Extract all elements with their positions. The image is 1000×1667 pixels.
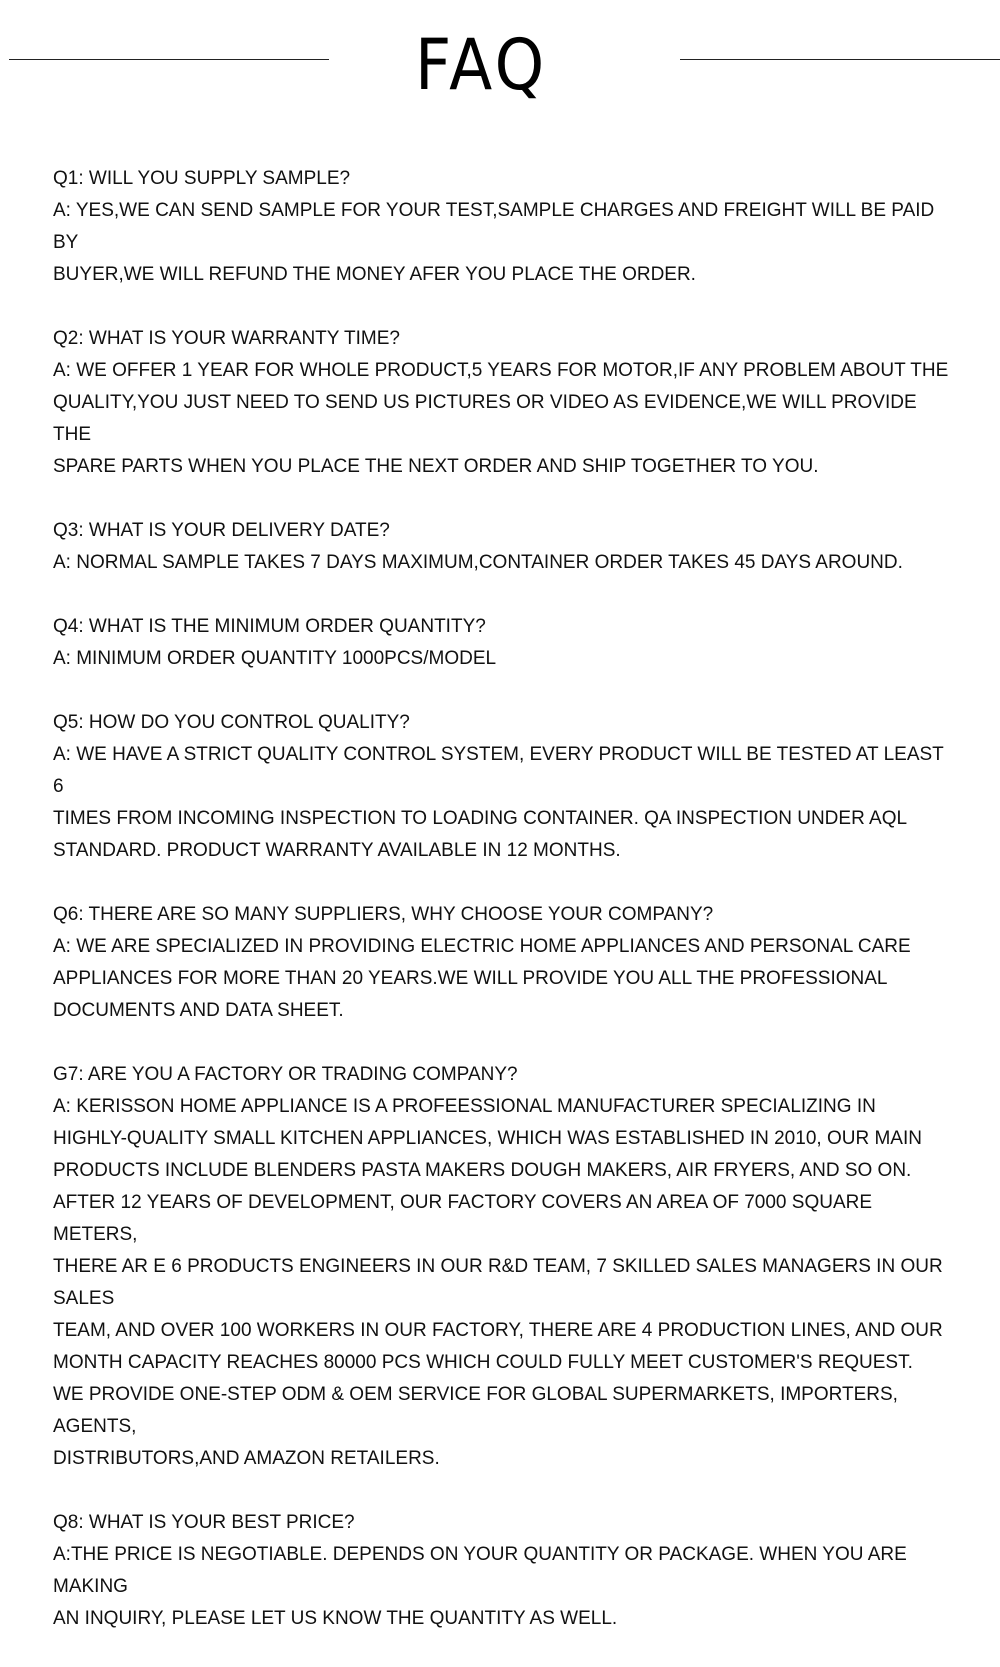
faq-answer: A: NORMAL SAMPLE TAKES 7 DAYS MAXIMUM,CONTAINER ORDER TAKES 45 DAYS AROUND. [53, 552, 903, 573]
faq-question: Q8: WHAT IS YOUR BEST PRICE? [53, 1512, 355, 1533]
faq-answer: A: KERISSON HOME APPLIANCE IS A PROFEESSIONAL MANUFACTURER SPECIALIZING IN HIGHLY-QUALITY SMALL KITCHEN APPLIANCES, WHICH WAS ESTABLISHED IN 2010, OUR MAIN PRODUCTS INCLUDE BLENDERS PASTA MAKERS DOUGH MAKERS, AIR FRYERS, AND SO ON. AFTER 12 YEARS OF DEVELOPMENT, OUR FACTORY COVERS AN AREA OF 7000 SQUARE METERS, THERE AR E 6 PRODUCTS ENGINEERS IN OUR R&D TEAM, 7 SKILLED SALES MANAGERS IN OUR SALES TEAM, AND OVER 100 WORKERS IN OUR FACTORY, THERE ARE 4 PRODUCTION LINES, AND OUR MONTH CAPACITY REACHES 80000 PCS WHICH COULD FULLY MEET CUSTOMER'S REQUEST. WE PROVIDE ONE-STEP ODM & OEM SERVICE FOR GLOBAL SUPERMARKETS, IMPORTERS, AGENTS, DISTRIBUTORS,AND AMAZON RETAILERS. [53, 1096, 943, 1469]
faq-item-q5 [53, 707, 953, 867]
faq-question: Q1: WILL YOU SUPPLY SAMPLE? [53, 168, 351, 189]
faq-question: Q4: WHAT IS THE MINIMUM ORDER QUANTITY? [53, 616, 486, 637]
faq-answer: A: MINIMUM ORDER QUANTITY 1000PCS/MODEL [53, 648, 497, 669]
faq-question: Q3: WHAT IS YOUR DELIVERY DATE? [53, 520, 390, 541]
faq-item-q8 [53, 1507, 953, 1635]
faq-answer: A: WE ARE SPECIALIZED IN PROVIDING ELECTRIC HOME APPLIANCES AND PERSONAL CARE APPLIANCES FOR MORE THAN 20 YEARS.WE WILL PROVIDE YOU ALL THE PROFESSIONAL DOCUMENTS AND DATA SHEET. [53, 936, 911, 1021]
faq-question: Q6: THERE ARE SO MANY SUPPLIERS, WHY CHOOSE YOUR COMPANY? [53, 904, 714, 925]
faq-item-q7 [53, 1059, 953, 1475]
faq-answer: A: YES,WE CAN SEND SAMPLE FOR YOUR TEST,SAMPLE CHARGES AND FREIGHT WILL BE PAID BY BUYER,WE WILL REFUND THE MONEY AFER YOU PLACE THE ORDER. [53, 200, 935, 285]
faq-item-q6 [53, 899, 953, 1027]
faq-answer: A:THE PRICE IS NEGOTIABLE. DEPENDS ON YOUR QUANTITY OR PACKAGE. WHEN YOU ARE MAKING AN INQUIRY, PLEASE LET US KNOW THE QUANTITY AS WELL. [53, 1544, 907, 1629]
faq-item-q4 [53, 611, 953, 675]
page-title: FAQ [415, 24, 548, 106]
faq-answer: A: WE OFFER 1 YEAR FOR WHOLE PRODUCT,5 YEARS FOR MOTOR,IF ANY PROBLEM ABOUT THE QUALITY,YOU JUST NEED TO SEND US PICTURES OR VIDEO AS EVIDENCE,WE WILL PROVIDE THE SPARE PARTS WHEN YOU PLACE THE NEXT ORDER AND SHIP TOGETHER TO YOU. [53, 360, 949, 477]
faq-item-q2 [53, 323, 953, 483]
faq-header [0, 0, 1000, 120]
right-divider [680, 59, 1000, 60]
faq-question: Q5: HOW DO YOU CONTROL QUALITY? [53, 712, 410, 733]
faq-question: Q2: WHAT IS YOUR WARRANTY TIME? [53, 328, 400, 349]
faq-answer: A: WE HAVE A STRICT QUALITY CONTROL SYSTEM, EVERY PRODUCT WILL BE TESTED AT LEAST 6 TIMES FROM INCOMING INSPECTION TO LOADING CONTAINER. QA INSPECTION UNDER AQL STANDARD. PRODUCT WARRANTY AVAILABLE IN 12 MONTHS. [53, 744, 944, 861]
faq-item-q1 [53, 163, 953, 291]
faq-list [53, 163, 953, 1667]
faq-question: G7: ARE YOU A FACTORY OR TRADING COMPANY? [53, 1064, 518, 1085]
faq-item-q3 [53, 515, 953, 579]
